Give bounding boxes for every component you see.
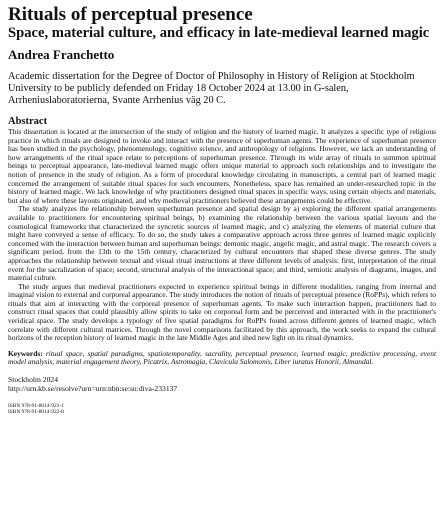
- keywords-label: Keywords:: [8, 348, 43, 358]
- abstract-paragraph-2: The study analyzes the relationship between superhuman presence and spatial design by a) exploring the different spatial arrangements available to practitioners for encountering spiritual beings, b) examining the relationship between the various spatial layouts and the cosmological frameworks that characterized the syncretic sources of learned magic, and c) analyzing the elements of material culture that might have conveyed a sense of efficacy. To do so, the study takes a comparative approach across three genres of learned magic explicitly concerned with the interaction between human and superhuman beings: demonic magic, angelic magic, and astral magic. The research covers a significant period, from the 13th to the 15th century, characterized by cultural encounters that shaped these diverse genres. The study approaches the relationship between textual and visual ritual instructions at three different levels of analysis: first, interpretation of the ritual event for the sacralization of space; second, structural analysis of the interactional space; and third, semiotic analysis of diagrams, images, and material culture.: [8, 204, 436, 283]
- abstract-heading: Abstract: [8, 116, 48, 127]
- dissertation-subtitle: Space, material culture, and efficacy in late-medieval learned magic: [8, 25, 430, 41]
- isbn-1: ISBN 978-91-8014-921-1: [8, 403, 64, 410]
- keywords: [8, 350, 436, 367]
- publication-place-year: Stockholm 2024: [8, 375, 58, 385]
- abstract-paragraph-1: This dissertation is located at the intersection of the study of religion and the history of learned magic. It analyzes a specific type of religious practice in which rituals are designed to invoke and interact with the presence of superhuman agents. The experience of superhuman presence has been studied in the psychology, phenomenology, cognitive science, and anthropology of religions. However, we lack an understanding of how arrangements of the ritual space relate to perceptions of superhuman presence. Through its wide array of rituals to summon spiritual beings to perceptual appearance, late-medieval learned magic offers unique material to approach such relationships and to investigate the notion of presence in the study of religion. As a form of procedural knowledge circulating in manuscripts, a central part of learned magic concerned the arrangement of suitable ritual spaces for such encounters. Nonetheless, space has remained an under-researched topic in the history of learned magic. We lack knowledge of why practitioners designed ritual spaces in specific ways, using certain objects and materials, but also of where these layouts originated, and why medieval practitioners believed these arrangements could be effective.: [8, 127, 436, 205]
- urn-link[interactable]: http://urn.kb.se/resolve?urn=urn:nbn:se:su:diva-233137: [8, 384, 178, 394]
- abstract-paragraph-3: The study argues that medieval practitioners expected to experience spiritual beings in different modalities, ranging from internal and imaginal vision to external and corporeal appearance. The study introduces the notion of rituals of perceptual presence (RoPPs), which refers to rituals that aim at interacting with the corporeal presence of superhuman agents. To make such interaction happen, practitioners had to construct ritual spaces that could plausibly allow spirits to take on corporeal form and be perceived and interacted with in the practitioner's veridical space. The study develops a typology of five spatial paradigms for RoPPs found across different genres of learned magic, which correlate with different cultural matrices. Through the novel comparisons facilitated by this approach, the work seeks to expand the cultural horizons of the reception history of learned magic in the late Middle Ages and shed new light on its ritual dynamics.: [8, 281, 436, 343]
- keywords-terms: ritual space, spatial paradigms, spatiotemporality, sacrality, perceptual presence, learned magic, predictive processing, event model analysis, material engagement theory, Picatrix, Astromagia, Clavicula Salomonis, Liber iuratus Honorii, Almandal.: [8, 348, 437, 367]
- dissertation-statement: Academic dissertation for the Degree of Doctor of Philosophy in History of Religion at Stockholm University to be publicly defended on Friday 18 October 2024 at 13.00 in G-salen, Arrheniuslaboratorierna, Svante Arrhenius väg 20 C.: [8, 71, 415, 106]
- author-name: Andrea Franchetto: [8, 47, 115, 62]
- dissertation-title: Rituals of perceptual presence: [8, 4, 253, 25]
- isbn-2: ISBN 978-91-8014-922-8: [8, 409, 64, 416]
